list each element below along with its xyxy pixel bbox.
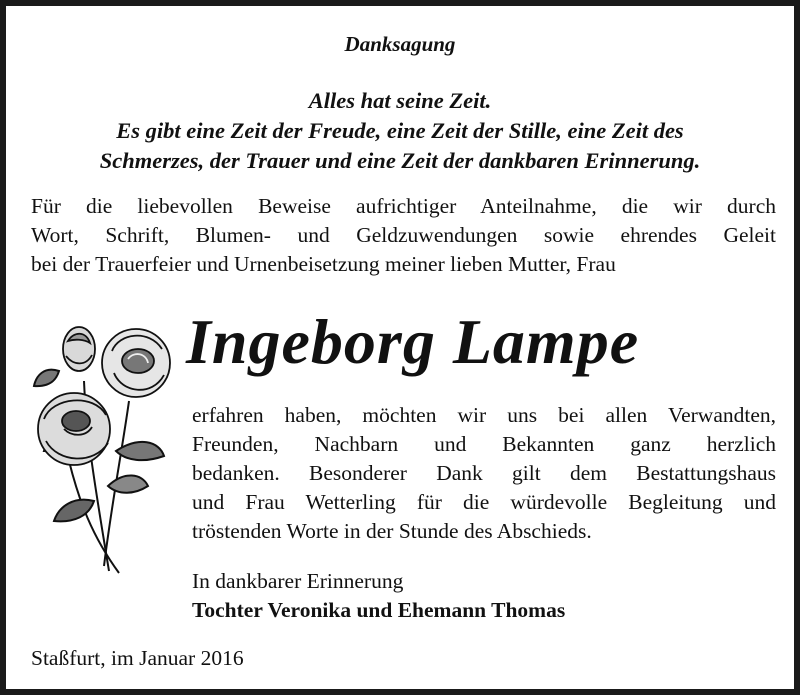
- place-date: Staßfurt, im Januar 2016: [31, 646, 244, 670]
- body-line: bedanken. Besonderer Dank gilt dem Bestattungshaus: [192, 461, 776, 485]
- motto: [6, 86, 794, 176]
- closing-phrase: In dankbarer Erinnerung: [192, 569, 404, 593]
- motto-line: Alles hat seine Zeit.: [308, 88, 492, 113]
- deceased-name: Ingeborg Lampe: [186, 306, 640, 377]
- intro-line: Wort, Schrift, Blumen- und Geldzuwendungen sowie ehrendes Geleit: [31, 223, 776, 247]
- notice-heading: Danksagung: [344, 32, 456, 56]
- roses-illustration: [24, 311, 184, 581]
- body-paragraph: [192, 401, 776, 546]
- body-line: Freunden, Nachbarn und Bekannten ganz herzlich: [192, 432, 776, 456]
- body-line: tröstenden Worte in der Stunde des Abschieds.: [192, 519, 592, 543]
- intro-line: Für die liebevollen Beweise aufrichtiger Anteilnahme, die wir durch: [31, 194, 776, 218]
- motto-line: Es gibt eine Zeit der Freude, eine Zeit der Stille, eine Zeit des: [116, 118, 684, 143]
- motto-line: Schmerzes, der Trauer und eine Zeit der dankbaren Erinnerung.: [99, 148, 701, 173]
- intro-line: bei der Trauerfeier und Urnenbeisetzung meiner lieben Mutter, Frau: [31, 252, 616, 276]
- signers: Tochter Veronika und Ehemann Thomas: [192, 598, 566, 622]
- intro-paragraph: [31, 192, 776, 279]
- closing-block: [192, 567, 565, 625]
- body-line: und Frau Wetterling für die würdevolle Begleitung und: [192, 490, 776, 514]
- body-line: erfahren haben, möchten wir uns bei allen Verwandten,: [192, 403, 776, 427]
